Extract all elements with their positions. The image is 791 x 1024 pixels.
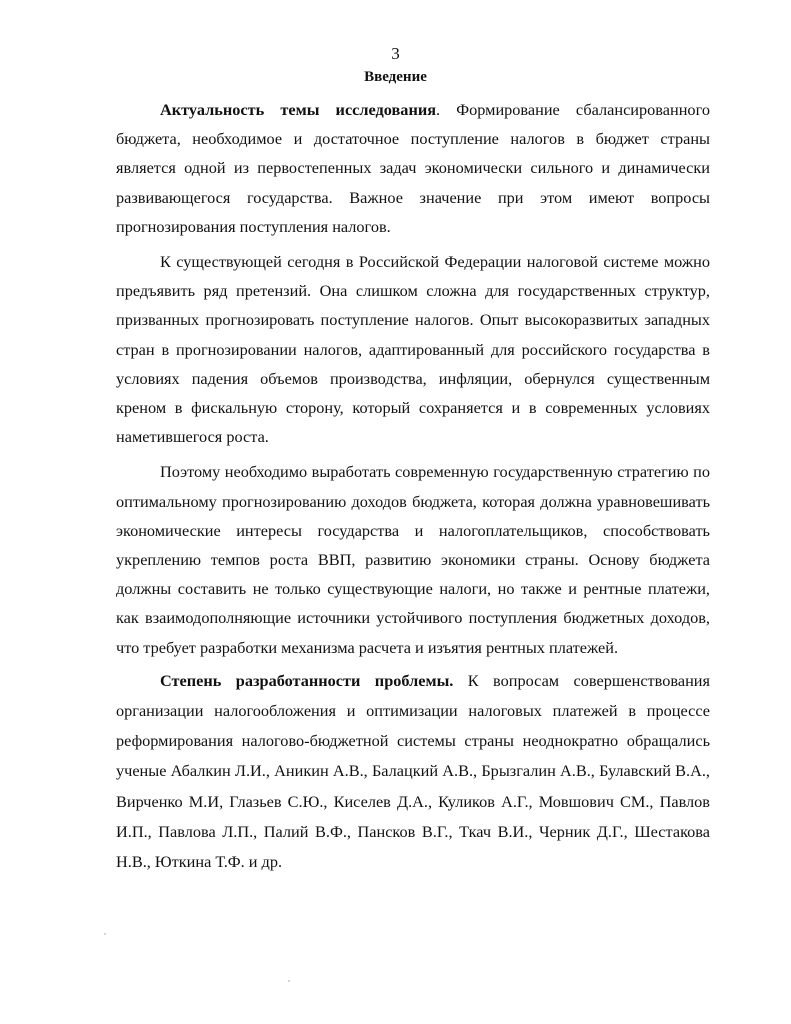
paragraph-lead: Актуальность темы исследования [160,100,437,119]
paragraph-relevance [116,95,710,241]
page-number: 3 [391,44,400,63]
paragraph-lead: Степень разработанности проблемы. [160,670,454,690]
paragraph-tax-system: К существующей сегодня в Российской Федерации налоговой системе можно предъявить ряд претензий. Она слишком сложна для государственных структур, призванных прогнозировать поступление налогов. Опыт высокоразвитых западных стран в прогнозировании налогов, адаптированный для российского государства в условиях падения объемов производства, инфляции, обернулся существенным креном в фискальную сторону, который сохраняется и в современных условиях наметившегося роста. [116,252,710,447]
scan-speck [104,933,106,935]
scan-speck [288,980,290,982]
paragraph-strategy: Поэтому необходимо выработать современную государственную стратегию по оптимальному прогнозированию доходов бюджета, которая должна уравновешивать экономические интересы государства и налогоплательщиков, способствовать укреплению темпов роста ВВП, развитию экономики страны. Основу бюджета должны составить не только существующие налоги, но также и рентные платежи, как взаимодополняющие источники устойчивого поступления бюджетных доходов, что требует разработки механизма расчета и изъятия рентных платежей. [116,462,710,657]
paragraph-text: К вопросам совершенствования организации налогообложения и оптимизации налоговых платежей в процессе реформирования налогово-бюджетной системы страны неоднократно обращались ученые Абалкин Л.И., Аникин А.В., Балацкий А.В., Брызгалин А.В., Булавский В.А., Вирченко М.И, Глазьев С.Ю., Киселев Д.А., Куликов А.Г., Мовшович СМ., Павлов И.П., Павлова Л.П., Палий В.Ф., Пансков В.Г., Ткач В.И., Черник Д.Г., Шестакова Н.В., Юткина Т.Ф. и др. [116,670,710,872]
paragraph-research-degree [116,666,710,877]
body-text [116,95,710,883]
paragraph-text: . Формирование сбалансированного бюджета, необходимое и достаточное поступление налогов в бюджет страны является одной из первостепенных задач экономически сильного и динамически развивающегося государства. Важное значение при этом имеют вопросы прогнозирования поступления налогов. [116,100,710,236]
section-heading: Введение [364,69,427,85]
